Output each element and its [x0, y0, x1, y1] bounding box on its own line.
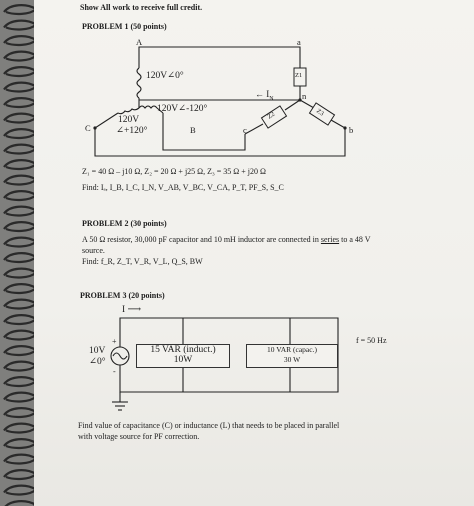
load2-watt: 30 W — [283, 355, 301, 364]
instruction-text: Show All work to receive full credit. — [80, 3, 203, 12]
node-n-label: n — [302, 91, 307, 101]
problem2-line2: source. — [82, 246, 105, 255]
source-B-label: 120V∠-120° — [157, 104, 208, 114]
problem3-question-line2: with voltage source for PF correction. — [78, 432, 200, 441]
frequency-label: f = 50 Hz — [356, 336, 387, 345]
source-plus: + — [112, 337, 117, 346]
impedance-values: Z₁ = 40 Ω – j10 Ω, Z₂ = 20 Ω + j25 Ω, Z₃ = 35 Ω + j20 Ω — [82, 167, 266, 176]
z1-box-label: Z1 — [295, 72, 303, 79]
node-b-label: b — [349, 125, 354, 135]
neutral-current-label: ← $I_N$ — [255, 89, 274, 102]
load1-watt: 10W — [173, 355, 193, 365]
z3-box-label: Z3 — [315, 107, 325, 118]
node-C-label: C — [85, 123, 91, 133]
load-capacitive-box — [246, 344, 338, 368]
node-B-label: B — [190, 125, 196, 135]
problem2-line1: A 50 Ω resistor, 30,000 pF capacitor and 10 mH inductor are connected in series to a 48 V — [82, 235, 371, 244]
current-arrow-label: I ⟶ — [122, 305, 142, 315]
problem2-title: PROBLEM 2 (30 points) — [82, 219, 167, 228]
source-A-label: 120V∠0° — [146, 71, 184, 81]
node-c-label: c — [243, 125, 247, 135]
source-C-angle: ∠+120° — [116, 126, 148, 136]
problem3-title: PROBLEM 3 (20 points) — [80, 291, 165, 300]
source-C-magnitude: 120V — [118, 115, 140, 125]
z2-box-label: Z2 — [266, 110, 277, 121]
problem3-question-line1: Find value of capacitance (C) or inductance (L) that needs to be placed in parallel — [78, 421, 340, 430]
source-voltage: 10V — [89, 346, 106, 356]
node-a-label: a — [297, 37, 301, 47]
load1-var: 15 VAR (induct.) — [150, 345, 216, 355]
source-angle: ∠0° — [89, 357, 106, 367]
load2-var: 10 VAR (capac.) — [267, 345, 317, 354]
problem1-find: Find: Iₐ, I_B, I_C, I_N, V_AB, V_BC, V_CA, P_T, PF_S, S_C — [82, 183, 284, 192]
source-minus: - — [113, 367, 116, 376]
problem1-title: PROBLEM 1 (50 points) — [82, 22, 167, 31]
problem2-find: Find: f_R, Z_T, V_R, V_L, Q_S, BW — [82, 257, 203, 266]
node-A-label: A — [136, 37, 143, 47]
load-inductive-box — [136, 344, 230, 368]
